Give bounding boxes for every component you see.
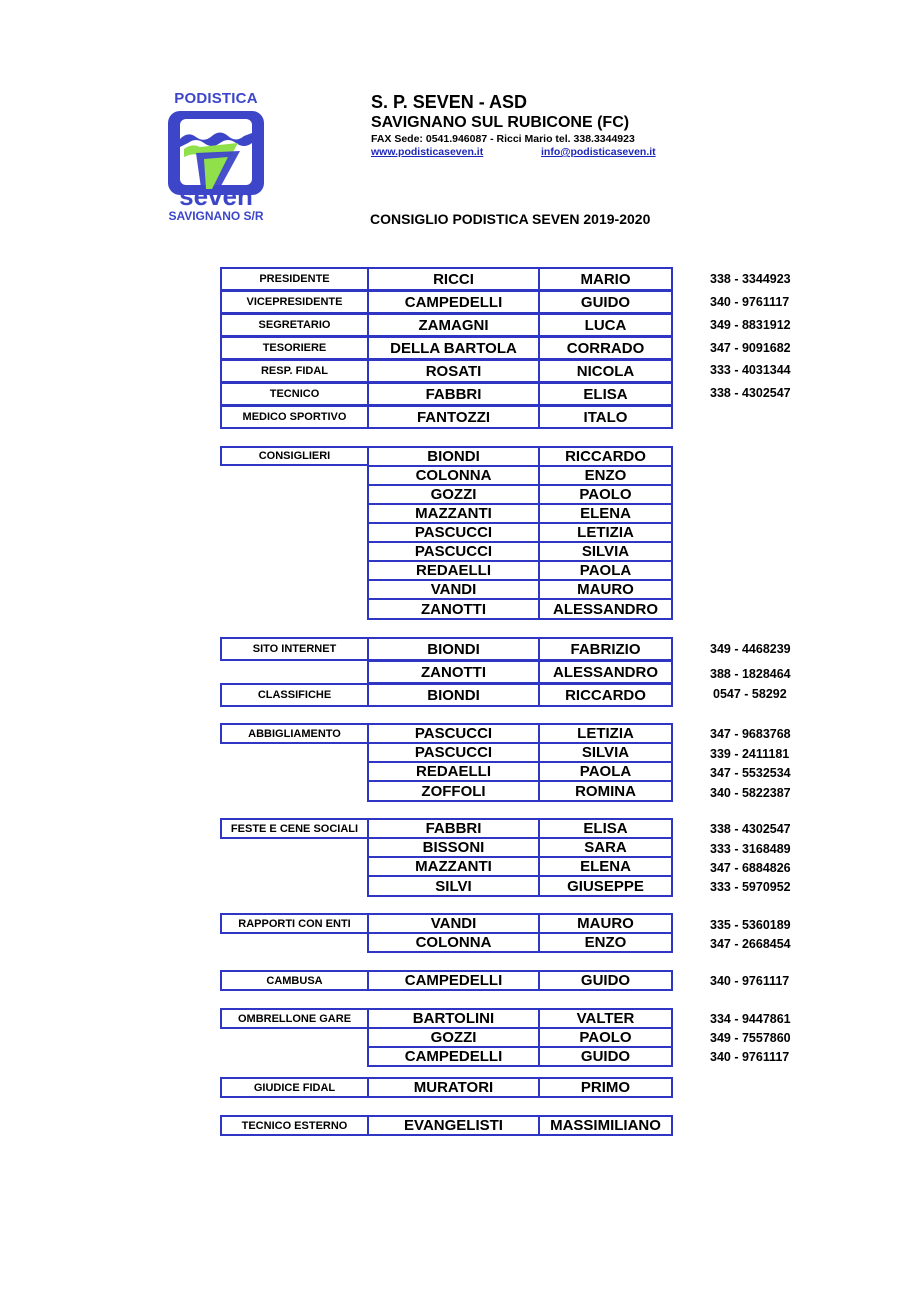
name-cell: GIUSEPPE <box>538 875 673 897</box>
name-cell: GUIDO <box>538 290 673 314</box>
surname-cell: PASCUCCI <box>367 742 540 763</box>
name-cell: ELENA <box>538 503 673 524</box>
surname-cell: ZOFFOLI <box>367 780 540 802</box>
phone-text: 347 - 9091682 <box>710 341 791 355</box>
phone-text: 347 - 6884826 <box>710 861 791 875</box>
name-cell: SILVIA <box>538 541 673 562</box>
phone-text: 388 - 1828464 <box>710 667 791 681</box>
phone-text: 347 - 5532534 <box>710 766 791 780</box>
name-cell: ELISA <box>538 818 673 839</box>
name-cell: SILVIA <box>538 742 673 763</box>
surname-cell: ZANOTTI <box>367 598 540 620</box>
role-cell: CLASSIFICHE <box>220 683 369 707</box>
role-cell: ABBIGLIAMENTO <box>220 723 369 744</box>
name-cell: LETIZIA <box>538 723 673 744</box>
surname-cell: BIONDI <box>367 637 540 661</box>
phone-text: 340 - 5822387 <box>710 786 791 800</box>
name-cell: ALESSANDRO <box>538 660 673 684</box>
surname-cell: MURATORI <box>367 1077 540 1098</box>
name-cell: LUCA <box>538 313 673 337</box>
club-name: S. P. SEVEN - ASD <box>371 92 528 112</box>
name-cell: MASSIMILIANO <box>538 1115 673 1136</box>
name-cell: PAOLO <box>538 484 673 505</box>
surname-cell: REDAELLI <box>367 761 540 782</box>
club-city: SAVIGNANO SUL RUBICONE (FC) <box>371 114 630 131</box>
name-cell: ITALO <box>538 405 673 429</box>
name-cell: GUIDO <box>538 970 673 991</box>
name-cell: GUIDO <box>538 1046 673 1067</box>
role-cell: OMBRELLONE GARE <box>220 1008 369 1029</box>
name-cell: PAOLA <box>538 761 673 782</box>
role-cell: GIUDICE FIDAL <box>220 1077 369 1098</box>
role-cell: TECNICO ESTERNO <box>220 1115 369 1136</box>
phone-text: 340 - 9761117 <box>710 1050 790 1064</box>
role-cell: TESORIERE <box>220 336 369 360</box>
logo-top-text: PODISTICA <box>174 90 258 107</box>
name-cell: ELENA <box>538 856 673 877</box>
surname-cell: PASCUCCI <box>367 522 540 543</box>
surname-cell: COLONNA <box>367 932 540 953</box>
surname-cell: ROSATI <box>367 359 540 383</box>
role-cell: VICEPRESIDENTE <box>220 290 369 314</box>
surname-cell: BIONDI <box>367 446 540 467</box>
role-cell: SEGRETARIO <box>220 313 369 337</box>
name-cell: PRIMO <box>538 1077 673 1098</box>
phone-text: 340 - 9761117 <box>710 295 790 309</box>
name-cell: ROMINA <box>538 780 673 802</box>
role-cell: MEDICO SPORTIVO <box>220 405 369 429</box>
name-cell: CORRADO <box>538 336 673 360</box>
surname-cell: BISSONI <box>367 837 540 858</box>
contact-line: FAX Sede: 0541.946087 - Ricci Mario tel. 338.3344923 <box>371 133 635 145</box>
surname-cell: MAZZANTI <box>367 503 540 524</box>
surname-cell: BIONDI <box>367 683 540 707</box>
name-cell: ELISA <box>538 382 673 406</box>
name-cell: RICCARDO <box>538 683 673 707</box>
phone-text: 340 - 9761117 <box>710 974 790 988</box>
role-cell: RAPPORTI CON ENTI <box>220 913 369 934</box>
phone-text: 338 - 3344923 <box>710 272 791 286</box>
surname-cell: BARTOLINI <box>367 1008 540 1029</box>
name-cell: PAOLA <box>538 560 673 581</box>
phone-text: 339 - 2411181 <box>710 747 790 761</box>
role-cell: PRESIDENTE <box>220 267 369 291</box>
logo-bottom-text: SAVIGNANO S/R <box>168 209 264 223</box>
surname-cell: REDAELLI <box>367 560 540 581</box>
surname-cell: VANDI <box>367 579 540 600</box>
surname-cell: COLONNA <box>367 465 540 486</box>
phone-text: 334 - 9447861 <box>710 1012 791 1026</box>
surname-cell: VANDI <box>367 913 540 934</box>
surname-cell: ZANOTTI <box>367 660 540 684</box>
surname-cell: MAZZANTI <box>367 856 540 877</box>
surname-cell: GOZZI <box>367 484 540 505</box>
name-cell: VALTER <box>538 1008 673 1029</box>
name-cell: MAURO <box>538 913 673 934</box>
phone-text: 338 - 4302547 <box>710 822 791 836</box>
phone-text: 333 - 5970952 <box>710 880 791 894</box>
phone-text: 349 - 8831912 <box>710 318 791 332</box>
surname-cell: DELLA BARTOLA <box>367 336 540 360</box>
name-cell: FABRIZIO <box>538 637 673 661</box>
name-cell: ENZO <box>538 932 673 953</box>
phone-text: 338 - 4302547 <box>710 386 791 400</box>
board-table <box>220 0 920 1304</box>
phone-text: 333 - 4031344 <box>710 363 791 377</box>
name-cell: NICOLA <box>538 359 673 383</box>
website-link[interactable]: www.podisticaseven.it <box>371 146 484 158</box>
email-link[interactable]: info@podisticaseven.it <box>541 146 656 158</box>
role-cell: TECNICO <box>220 382 369 406</box>
name-cell: SARA <box>538 837 673 858</box>
role-cell: SITO INTERNET <box>220 637 369 661</box>
role-cell: RESP. FIDAL <box>220 359 369 383</box>
phone-text: 349 - 4468239 <box>710 642 791 656</box>
phone-text: 0547 - 58292 <box>713 687 787 701</box>
surname-cell: GOZZI <box>367 1027 540 1048</box>
logo-brand-text: seven <box>179 181 253 207</box>
surname-cell: CAMPEDELLI <box>367 290 540 314</box>
name-cell: ALESSANDRO <box>538 598 673 620</box>
surname-cell: PASCUCCI <box>367 541 540 562</box>
name-cell: PAOLO <box>538 1027 673 1048</box>
surname-cell: CAMPEDELLI <box>367 970 540 991</box>
name-cell: MAURO <box>538 579 673 600</box>
surname-cell: RICCI <box>367 267 540 291</box>
surname-cell: ZAMAGNI <box>367 313 540 337</box>
phone-text: 335 - 5360189 <box>710 918 791 932</box>
surname-cell: EVANGELISTI <box>367 1115 540 1136</box>
surname-cell: FANTOZZI <box>367 405 540 429</box>
name-cell: MARIO <box>538 267 673 291</box>
phone-text: 347 - 9683768 <box>710 727 791 741</box>
document-title: CONSIGLIO PODISTICA SEVEN 2019-2020 <box>370 211 651 227</box>
role-cell: CAMBUSA <box>220 970 369 991</box>
name-cell: ENZO <box>538 465 673 486</box>
surname-cell: FABBRI <box>367 382 540 406</box>
surname-cell: FABBRI <box>367 818 540 839</box>
surname-cell: CAMPEDELLI <box>367 1046 540 1067</box>
name-cell: LETIZIA <box>538 522 673 543</box>
role-cell: FESTE E CENE SOCIALI <box>220 818 369 839</box>
phone-text: 347 - 2668454 <box>710 937 791 951</box>
phone-text: 349 - 7557860 <box>710 1031 791 1045</box>
phone-text: 333 - 3168489 <box>710 842 791 856</box>
name-cell: RICCARDO <box>538 446 673 467</box>
role-cell: CONSIGLIERI <box>220 446 369 466</box>
surname-cell: SILVI <box>367 875 540 897</box>
surname-cell: PASCUCCI <box>367 723 540 744</box>
